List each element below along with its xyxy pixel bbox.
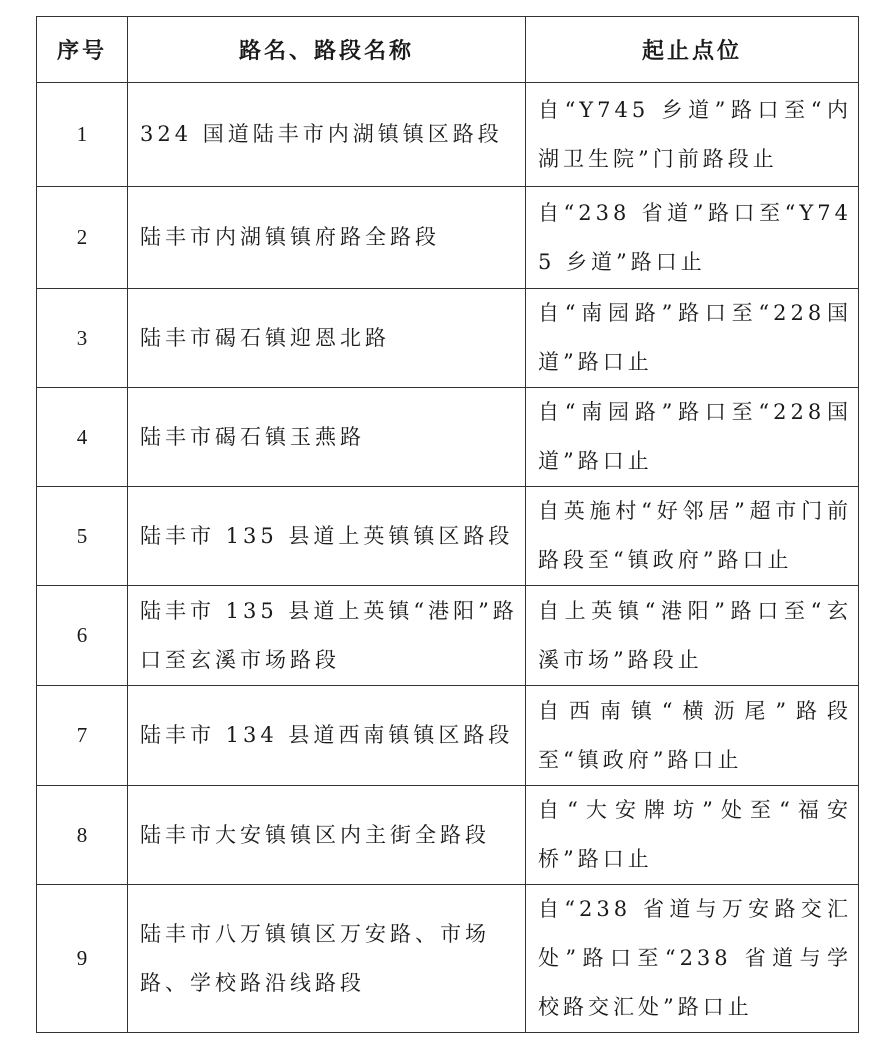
row-number: 9 — [37, 885, 128, 1033]
road-name-cell: 324 国道陆丰市内湖镇镇区路段 — [128, 83, 526, 187]
table-header-row — [37, 17, 859, 83]
table-row — [37, 885, 859, 1033]
start-end-cell: 自英施村“好邻居”超市门前路段至“镇政府”路口止 — [526, 487, 859, 586]
row-number: 2 — [37, 187, 128, 289]
table-row — [37, 686, 859, 786]
row-number: 3 — [37, 289, 128, 388]
road-name-cell: 陆丰市内湖镇镇府路全路段 — [128, 187, 526, 289]
table-row — [37, 586, 859, 686]
start-end-cell: 自“Y745 乡道”路口至“内湖卫生院”门前路段止 — [526, 83, 859, 187]
table-row — [37, 289, 859, 388]
road-name-cell: 陆丰市 134 县道西南镇镇区路段 — [128, 686, 526, 786]
road-name-cell: 陆丰市碣石镇玉燕路 — [128, 388, 526, 487]
start-end-cell: 自“大安牌坊”处至“福安桥”路口止 — [526, 786, 859, 885]
start-end-cell: 自“南园路”路口至“228国道”路口止 — [526, 388, 859, 487]
start-end-cell: 自上英镇“港阳”路口至“玄溪市场”路段止 — [526, 586, 859, 686]
road-section-table — [36, 16, 859, 1033]
row-number: 4 — [37, 388, 128, 487]
table-row — [37, 786, 859, 885]
header-road-name: 路名、路段名称 — [128, 17, 526, 83]
road-name-cell: 陆丰市碣石镇迎恩北路 — [128, 289, 526, 388]
road-name-cell: 陆丰市 135 县道上英镇“港阳”路口至玄溪市场路段 — [128, 586, 526, 686]
header-start-end-points: 起止点位 — [526, 17, 859, 83]
road-name-cell: 陆丰市 135 县道上英镇镇区路段 — [128, 487, 526, 586]
road-table-container — [36, 16, 858, 1033]
start-end-cell: 自“南园路”路口至“228国道”路口止 — [526, 289, 859, 388]
row-number: 1 — [37, 83, 128, 187]
row-number: 6 — [37, 586, 128, 686]
road-name-cell: 陆丰市八万镇镇区万安路、市场路、学校路沿线路段 — [128, 885, 526, 1033]
row-number: 7 — [37, 686, 128, 786]
header-serial-number: 序号 — [37, 17, 128, 83]
table-row — [37, 388, 859, 487]
table-row — [37, 83, 859, 187]
road-name-cell: 陆丰市大安镇镇区内主街全路段 — [128, 786, 526, 885]
start-end-cell: 自“238 省道”路口至“Y745 乡道”路口止 — [526, 187, 859, 289]
row-number: 5 — [37, 487, 128, 586]
start-end-cell: 自“238 省道与万安路交汇处”路口至“238 省道与学校路交汇处”路口止 — [526, 885, 859, 1033]
table-row — [37, 487, 859, 586]
row-number: 8 — [37, 786, 128, 885]
table-row — [37, 187, 859, 289]
start-end-cell: 自西南镇“横沥尾”路段至“镇政府”路口止 — [526, 686, 859, 786]
